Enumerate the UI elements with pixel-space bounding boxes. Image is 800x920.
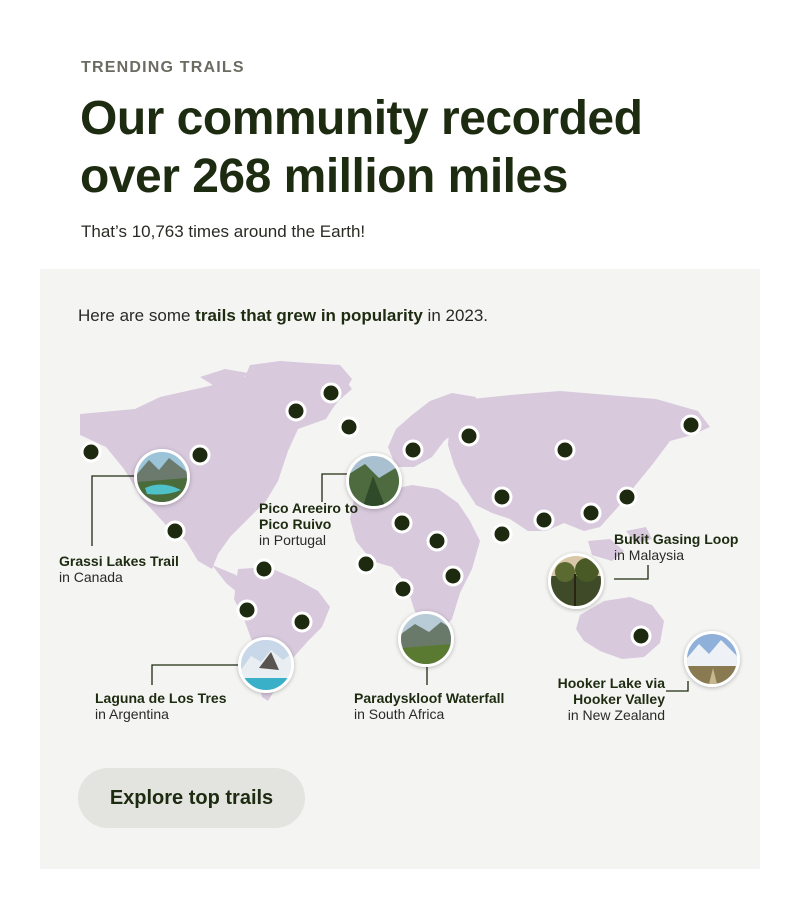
map-dot[interactable] xyxy=(166,522,184,540)
map-dot[interactable] xyxy=(255,560,273,578)
map-dot[interactable] xyxy=(535,511,553,529)
photo-bukit-gasing[interactable] xyxy=(548,553,604,609)
lake-photo-icon xyxy=(137,452,187,502)
trail-location: in South Africa xyxy=(354,706,445,722)
map-dot[interactable] xyxy=(428,532,446,550)
map-dot[interactable] xyxy=(394,580,412,598)
trail-location: in Malaysia xyxy=(614,547,685,563)
map-dot[interactable] xyxy=(238,601,256,619)
forest-photo-icon xyxy=(551,556,601,606)
trails-panel xyxy=(40,269,760,869)
map-dot[interactable] xyxy=(322,384,340,402)
map-dot[interactable] xyxy=(404,441,422,459)
map-dot[interactable] xyxy=(340,418,358,436)
map-dot[interactable] xyxy=(82,443,100,461)
map-dot[interactable] xyxy=(191,446,209,464)
trail-name: Laguna de Los Tres xyxy=(95,690,227,706)
map-dot[interactable] xyxy=(618,488,636,506)
intro-prefix: Here are some xyxy=(78,306,196,325)
map-dot[interactable] xyxy=(632,627,650,645)
waterfall-photo-icon xyxy=(401,614,451,664)
map-dot[interactable] xyxy=(460,427,478,445)
map-dot[interactable] xyxy=(493,525,511,543)
map-dot[interactable] xyxy=(444,567,462,585)
map-dot[interactable] xyxy=(393,514,411,532)
label-paradyskloof[interactable] xyxy=(354,690,504,722)
eyebrow: TRENDING TRAILS xyxy=(81,59,245,76)
subhead: That’s 10,763 times around the Earth! xyxy=(81,222,366,241)
trail-name: Hooker Lake via Hooker Valley xyxy=(557,675,665,707)
intro-suffix: in 2023. xyxy=(422,306,489,325)
trail-location: in New Zealand xyxy=(567,707,665,723)
map-dot[interactable] xyxy=(682,416,700,434)
map-dot[interactable] xyxy=(493,488,511,506)
map-dot[interactable] xyxy=(582,504,600,522)
panel-intro xyxy=(78,306,488,326)
label-grassi-lakes[interactable] xyxy=(59,553,179,585)
photo-laguna-de-los-tres[interactable] xyxy=(238,637,294,693)
map-dot[interactable] xyxy=(357,555,375,573)
map-dot[interactable] xyxy=(287,402,305,420)
photo-hooker-lake[interactable] xyxy=(684,631,740,687)
label-pico-areeiro[interactable] xyxy=(259,500,359,548)
trail-name: Paradyskloof Waterfall xyxy=(354,690,505,706)
trail-location: in Argentina xyxy=(95,706,169,722)
mountain-photo-icon xyxy=(349,456,399,506)
trail-name: Grassi Lakes Trail xyxy=(59,553,179,569)
explore-top-trails-button[interactable]: Explore top trails xyxy=(78,768,305,828)
headline: Our community recorded over 268 million miles xyxy=(80,92,643,203)
photo-paradyskloof[interactable] xyxy=(398,611,454,667)
intro-bold: trails that grew in popularity xyxy=(195,306,423,325)
label-laguna-de-los-tres[interactable] xyxy=(95,690,226,722)
trail-name: Bukit Gasing Loop xyxy=(614,531,739,547)
glacier-photo-icon xyxy=(241,640,291,690)
map-dot[interactable] xyxy=(556,441,574,459)
map-dot[interactable] xyxy=(293,613,311,631)
valley-photo-icon xyxy=(687,634,737,684)
label-hooker-lake[interactable] xyxy=(548,675,665,723)
photo-grassi-lakes[interactable] xyxy=(134,449,190,505)
label-bukit-gasing[interactable] xyxy=(614,531,738,563)
trail-name: Pico Areeiro to Pico Ruivo xyxy=(259,500,359,532)
trail-location: in Canada xyxy=(59,569,123,585)
trail-location: in Portugal xyxy=(259,532,326,548)
